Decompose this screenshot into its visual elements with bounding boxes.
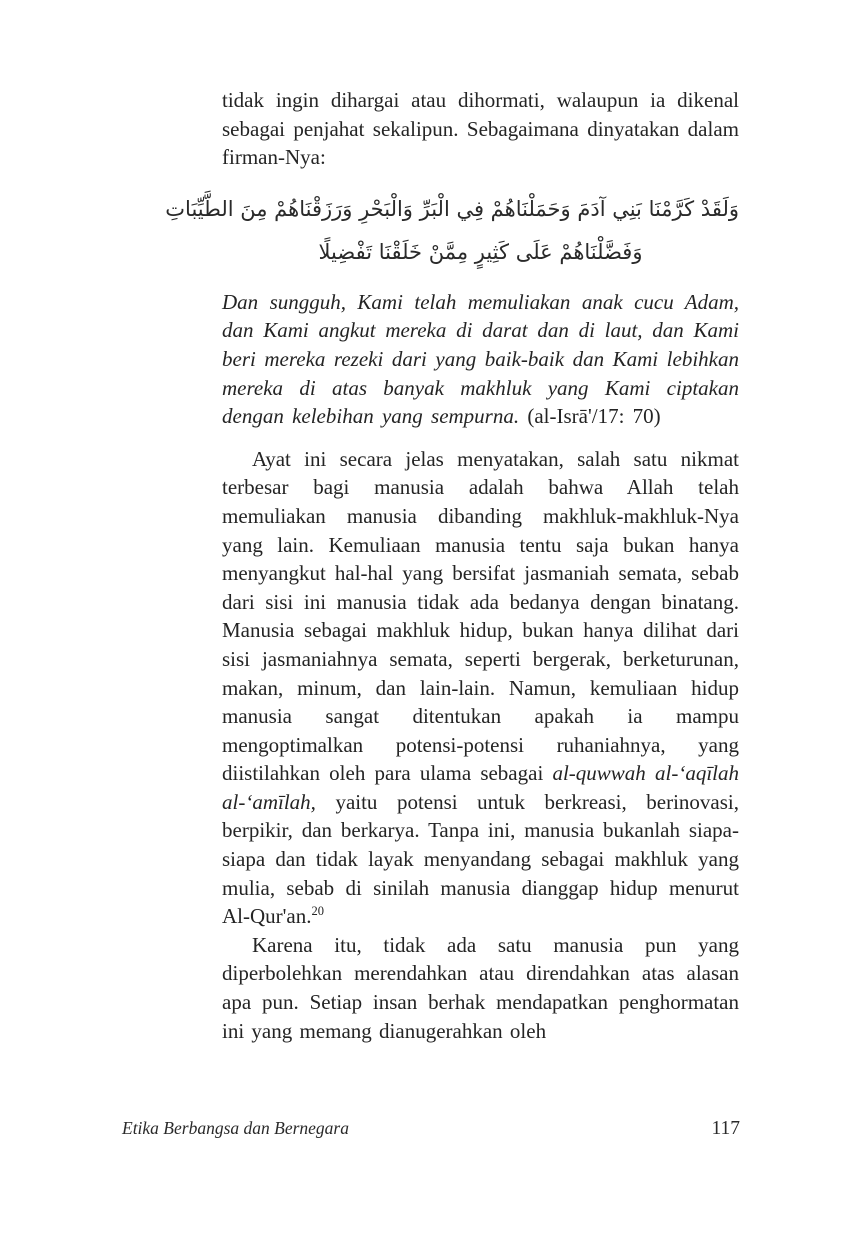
quran-verse-arabic bbox=[165, 188, 739, 274]
verse-translation bbox=[222, 288, 739, 431]
verse-translation-text: Dan sungguh, Kami telah memuliakan anak cucu Adam, dan Kami angkut mereka di darat dan di laut, dan Kami beri mereka rezeki dari yang baik-baik dan Kami lebihkan mereka di atas banyak makhluk yang Kami ciptakan dengan kelebihan yang sempurna. bbox=[222, 289, 739, 429]
page-footer bbox=[122, 1118, 740, 1140]
running-footer-book-title: Etika Berbangsa dan Bernegara bbox=[122, 1118, 349, 1138]
text-column bbox=[165, 86, 739, 1045]
arabic-transliteration-term: al-quwwah al-‘aqīlah al-‘amīlah, bbox=[222, 761, 739, 814]
quran-verse-line-2: وَفَضَّلْنَاهُمْ عَلَى كَثِيرٍ مِمَّنْ خَلَقْنَا تَفْضِيلًا bbox=[318, 239, 643, 264]
body-paragraph-1 bbox=[222, 445, 739, 931]
intro-paragraph: tidak ingin dihargai atau dihormati, walaupun ia dikenal sebagai penjahat sekalipun. Sebagaimana dinyatakan dalam firman-Nya: bbox=[222, 88, 739, 170]
quran-verse-line-1: وَلَقَدْ كَرَّمْنَا بَنِي آدَمَ وَحَمَلْنَاهُمْ فِي الْبَرِّ وَالْبَحْرِ وَرَزَقْنَاهُمْ مِنَ الطَّيِّبَاتِ bbox=[165, 196, 739, 221]
footnote-marker-20: 20 bbox=[311, 904, 325, 919]
body-paragraph-1-text-a: Ayat ini secara jelas menyatakan, salah satu nikmat terbesar bagi manusia adalah bahwa Allah telah memuliakan manusia dibanding makhluk-makhluk-Nya yang lain. Kemuliaan manusia tentu saja bukan hanya menyangkut hal-hal yang bersifat jasmaniah semata, sebab dari sisi ini manusia tidak ada bedanya dengan binatang. Manusia sebagai makhluk hidup, bukan hanya dilihat dari sisi jasmaniahnya semata, seperti bergerak, berketurunan, makan, minum, dan lain-lain. Namun, kemuliaan hidup manusia sangat ditentukan apakah ia mampu mengoptimalkan potensi-potensi ruhaniahnya, yang diistilahkan oleh para ulama sebagai bbox=[222, 446, 739, 786]
body-paragraph-2: Karena itu, tidak ada satu manusia pun yang diperbolehkan merendahkan atau direndahkan atas alasan apa pun. Setiap insan berhak mendapatkan penghormatan ini yang memang dianugerahkan oleh bbox=[222, 932, 739, 1043]
verse-reference: (al-Isrā'/17: 70) bbox=[527, 404, 661, 429]
body-paragraph-1-text-b: yaitu potensi untuk berkreasi, berinovasi, berpikir, dan berkarya. Tanpa ini, manusia bukanlah siapa-siapa dan tidak layak menyandang sebagai makhluk yang mulia, sebab di sinilah manusia dianggap hidup menurut Al-Qur'an. bbox=[222, 789, 739, 929]
page-number: 117 bbox=[711, 1118, 740, 1139]
